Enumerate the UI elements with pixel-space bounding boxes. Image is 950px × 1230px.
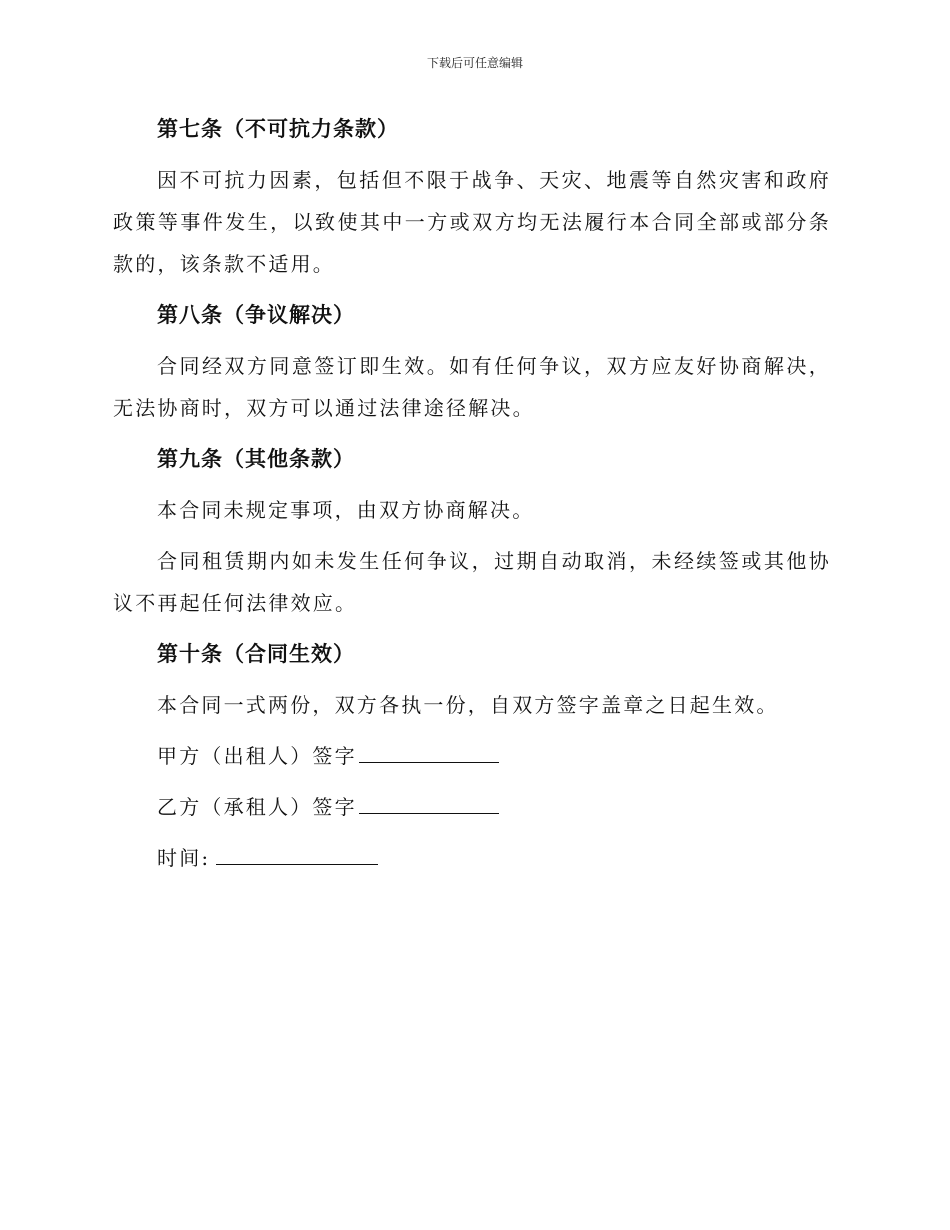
document-body bbox=[113, 108, 831, 888]
party-a-signature-line bbox=[113, 735, 831, 777]
section-9-paragraph-2: 合同租赁期内如未发生任何争议，过期自动取消，未经续签或其他协议不再起任何法律效应。 bbox=[113, 549, 831, 615]
party-b-signature-label: 乙方（承租人）签字 bbox=[157, 795, 357, 819]
section-9-paragraph-1: 本合同未规定事项，由双方协商解决。 bbox=[157, 498, 535, 522]
section-heading-10: 第十条（合同生效） bbox=[157, 641, 355, 666]
section-heading-8: 第八条（争议解决） bbox=[157, 302, 355, 327]
party-b-signature-blank bbox=[359, 812, 499, 814]
party-b-signature-line bbox=[113, 786, 831, 828]
section-heading-7: 第七条（不可抗力条款） bbox=[157, 116, 399, 141]
section-7-paragraph: 因不可抗力因素，包括但不限于战争、天灾、地震等自然灾害和政府政策等事件发生，以致使其中一方或双方均无法履行本合同全部或部分条款的，该条款不适用。 bbox=[113, 168, 831, 276]
signing-time-line bbox=[113, 837, 831, 879]
party-a-signature-blank bbox=[359, 761, 499, 763]
signing-time-label: 时间: bbox=[157, 846, 211, 870]
signing-time-blank bbox=[216, 863, 378, 865]
party-a-signature-label: 甲方（出租人）签字 bbox=[157, 744, 357, 768]
page-header-note: 下载后可任意编辑 bbox=[426, 56, 523, 70]
section-8-paragraph: 合同经双方同意签订即生效。如有任何争议，双方应友好协商解决，无法协商时，双方可以通过法律途径解决。 bbox=[113, 354, 831, 420]
section-heading-9: 第九条（其他条款） bbox=[157, 446, 355, 471]
section-10-paragraph: 本合同一式两份，双方各执一份，自双方签字盖章之日起生效。 bbox=[157, 693, 779, 717]
